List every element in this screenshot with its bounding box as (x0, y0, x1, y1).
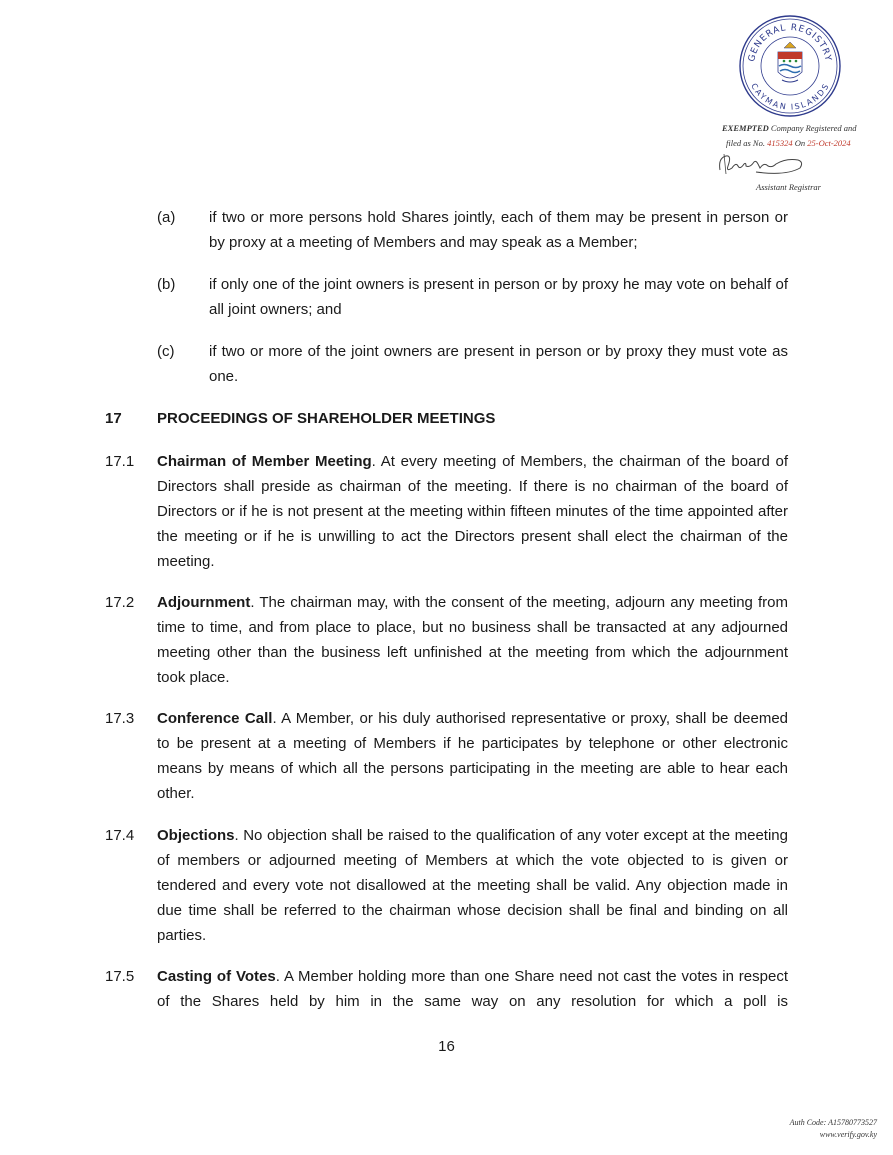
item-c-text: if two or more of the joint owners are present in person or by proxy they must vote as one. (209, 343, 788, 385)
clause-17-2-term: Adjournment (157, 594, 251, 611)
clause-17-3-number: 17.3 (105, 710, 135, 727)
item-c-label: (c) (157, 343, 175, 360)
clause-17-5-text (157, 964, 788, 1014)
item-b-label: (b) (157, 276, 176, 293)
clause-17-1-text (157, 449, 788, 574)
clause-17-4-number: 17.4 (105, 827, 135, 844)
clause-17-4-text (157, 823, 788, 948)
svg-text:CAYMAN ISLANDS: CAYMAN ISLANDS (749, 81, 831, 112)
item-a-label: (a) (157, 209, 176, 226)
clause-17-2-body: . The chairman may, with the consent of the meeting, adjourn any meeting from time to time, and from place to place, but no business shall be transacted at any adjourned meeting other than the business left unfinished at the meeting from which the adjournment took place. (157, 594, 788, 686)
stamp-reg-date: 25-Oct-2024 (807, 138, 851, 148)
clause-17-2-number: 17.2 (105, 594, 135, 611)
stamp-on: On (794, 138, 806, 148)
clause-17-5-body: . A Member holding more than one Share need not cast the votes in respect of the Shares held by him in the same way on any resolution for which a poll is (157, 968, 788, 1010)
clause-17-3-body: . A Member, or his duly authorised representative or proxy, shall be deemed to be present at a meeting of Members if he participates by telephone or other electronic means by means of which all the persons participating in the meeting are able to hear each other. (157, 710, 789, 802)
page-number: 16 (438, 1038, 455, 1055)
stamp-registered: Company Registered and (770, 123, 857, 133)
registrar-signature (716, 148, 806, 180)
stamp-filed: filed as No. (726, 138, 765, 148)
clause-17-3-text (157, 706, 788, 806)
clause-17-3-term: Conference Call (157, 710, 273, 727)
stamp-line-2 (726, 138, 851, 148)
svg-text:GENERAL REGISTRY: GENERAL REGISTRY (747, 22, 833, 63)
clause-17-1-term: Chairman of Member Meeting (157, 453, 372, 470)
clause-17-4-body: . No objection shall be raised to the qualification of any voter except at the meeting of members or adjourned meeting of Members at which the vote objected to is given or tendered and every vote not disallowed at the meeting shall be valid. Any objection made in due time shall be referred to the chairman whose decision shall be final and binding on all parties. (157, 827, 788, 944)
clause-17-5-number: 17.5 (105, 968, 135, 985)
clause-17-2-text (157, 590, 788, 690)
section-title: PROCEEDINGS OF SHAREHOLDER MEETINGS (157, 410, 496, 427)
clause-17-1-body: . At every meeting of Members, the chairman of the board of Directors shall preside as chairman of the meeting. If there is no chairman of the board of Directors or if he is not present at the meeting within fifteen minutes of the time appointed after the meeting or if he is unwilling to act the Directors present shall elect the chairman of the meeting. (157, 453, 789, 570)
section-number: 17 (105, 410, 122, 427)
stamp-reg-number: 415324 (767, 138, 793, 148)
clause-17-5-term: Casting of Votes (157, 968, 276, 985)
verify-url: www.verify.gov.ky (819, 1130, 877, 1139)
clause-17-1-number: 17.1 (105, 453, 135, 470)
stamp-exempted: EXEMPTED (722, 123, 769, 133)
item-b-text: if only one of the joint owners is present in person or by proxy he may vote on behalf of all joint owners; and (209, 276, 788, 318)
stamp-line-1 (722, 123, 857, 133)
stamp-signatory: Assistant Registrar (756, 182, 821, 192)
item-a-text: if two or more persons hold Shares jointly, each of them may be present in person or by proxy at a meeting of Members and may speak as a Member; (209, 209, 788, 251)
auth-code: Auth Code: A15780773527 (789, 1118, 877, 1127)
registry-seal-logo (738, 14, 842, 118)
clause-17-4-term: Objections (157, 827, 235, 844)
